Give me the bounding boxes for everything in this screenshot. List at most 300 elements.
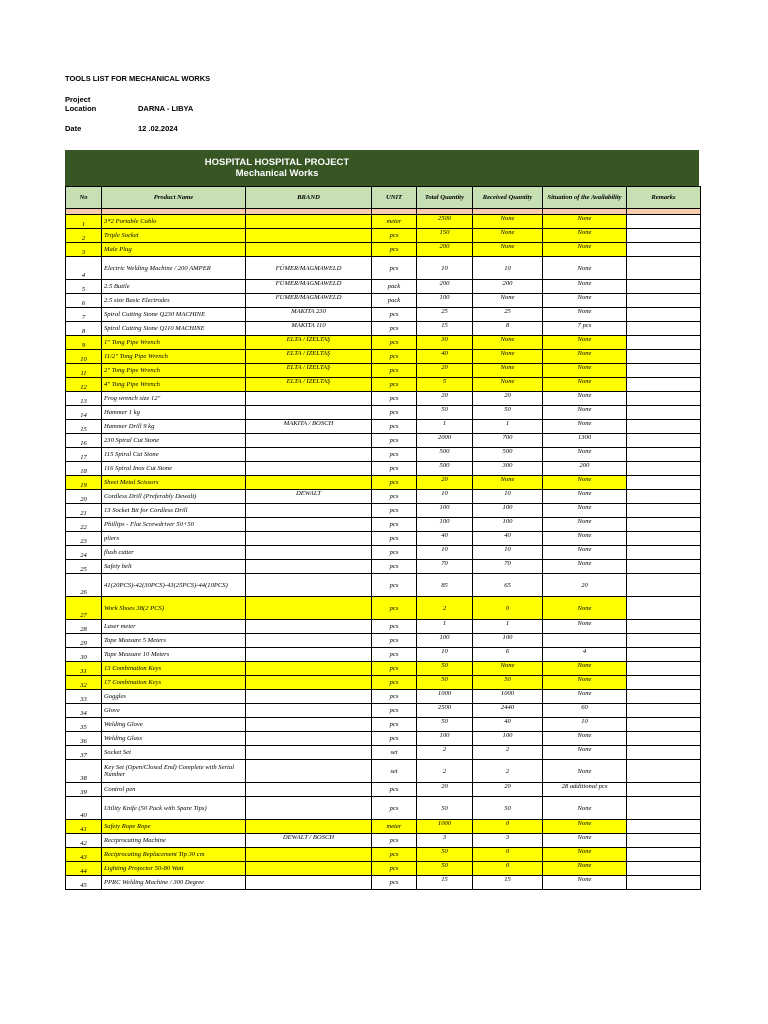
cell-product-name: 13 Socket Bit for Cordless Drill (102, 504, 246, 518)
cell-no: 39 (66, 783, 102, 797)
cell-no: 31 (66, 662, 102, 676)
cell-no: 38 (66, 760, 102, 783)
banner-title: HOSPITAL HOSPITAL PROJECT (204, 157, 350, 168)
table-row (66, 876, 701, 890)
cell-brand (246, 406, 372, 420)
cell-total-quantity: 10 (417, 546, 473, 560)
cell-situation: None (543, 420, 627, 434)
date-value: 12 .02.2024 (138, 124, 178, 133)
cell-brand (246, 532, 372, 546)
cell-no: 18 (66, 462, 102, 476)
cell-no: 13 (66, 392, 102, 406)
cell-product-name: Tape Measure 10 Meters (102, 648, 246, 662)
cell-situation: None (543, 760, 627, 783)
cell-received-quantity: 700 (473, 434, 543, 448)
cell-no: 45 (66, 876, 102, 890)
cell-brand (246, 648, 372, 662)
cell-total-quantity: 10 (417, 648, 473, 662)
table-row (66, 229, 701, 243)
cell-unit: pcs (372, 350, 417, 364)
cell-brand (246, 597, 372, 620)
cell-no: 16 (66, 434, 102, 448)
cell-brand (246, 215, 372, 229)
cell-unit: pcs (372, 336, 417, 350)
cell-situation: None (543, 448, 627, 462)
cell-brand (246, 676, 372, 690)
cell-received-quantity: 100 (473, 634, 543, 648)
cell-product-name: Safety Rope Rope (102, 820, 246, 834)
cell-unit: pcs (372, 448, 417, 462)
cell-unit: pcs (372, 392, 417, 406)
cell-situation: None (543, 294, 627, 308)
cell-no: 26 (66, 574, 102, 597)
cell-unit: pcs (372, 476, 417, 490)
cell-no: 12 (66, 378, 102, 392)
cell-remarks (627, 490, 701, 504)
cell-unit: pcs (372, 378, 417, 392)
table-row (66, 280, 701, 294)
table-row (66, 243, 701, 257)
cell-no: 40 (66, 797, 102, 820)
cell-unit: pcs (372, 504, 417, 518)
table-row (66, 257, 701, 280)
cell-remarks (627, 434, 701, 448)
cell-unit: pcs (372, 257, 417, 280)
cell-remarks (627, 392, 701, 406)
cell-received-quantity: 1000 (473, 690, 543, 704)
project-banner (65, 150, 699, 186)
cell-brand (246, 732, 372, 746)
cell-unit: set (372, 760, 417, 783)
cell-unit: pcs (372, 634, 417, 648)
cell-received-quantity: 50 (473, 676, 543, 690)
cell-remarks (627, 820, 701, 834)
location-label: Location (65, 104, 97, 113)
cell-total-quantity: 1000 (417, 820, 473, 834)
cell-total-quantity: 1 (417, 620, 473, 634)
cell-unit: pcs (372, 704, 417, 718)
cell-unit: pcs (372, 434, 417, 448)
cell-situation: None (543, 280, 627, 294)
cell-product-name: Spiral Cutting Stone Q110 MACHINE (102, 322, 246, 336)
cell-received-quantity: 50 (473, 406, 543, 420)
cell-brand (246, 718, 372, 732)
cell-total-quantity: 500 (417, 448, 473, 462)
cell-situation: None (543, 560, 627, 574)
cell-remarks (627, 634, 701, 648)
cell-unit: pcs (372, 490, 417, 504)
table-row (66, 364, 701, 378)
table-row (66, 862, 701, 876)
cell-brand (246, 392, 372, 406)
cell-remarks (627, 476, 701, 490)
cell-brand (246, 862, 372, 876)
cell-unit: pcs (372, 546, 417, 560)
cell-total-quantity: 15 (417, 322, 473, 336)
table-row (66, 676, 701, 690)
table-row (66, 448, 701, 462)
cell-brand (246, 876, 372, 890)
cell-remarks (627, 518, 701, 532)
cell-unit: pcs (372, 420, 417, 434)
cell-remarks (627, 560, 701, 574)
cell-remarks (627, 648, 701, 662)
cell-total-quantity: 100 (417, 634, 473, 648)
cell-unit: pcs (372, 662, 417, 676)
cell-remarks (627, 504, 701, 518)
cell-total-quantity: 85 (417, 574, 473, 597)
cell-brand (246, 797, 372, 820)
cell-remarks (627, 280, 701, 294)
cell-situation: None (543, 504, 627, 518)
cell-no: 2 (66, 229, 102, 243)
cell-no: 35 (66, 718, 102, 732)
cell-brand (246, 229, 372, 243)
cell-unit: pcs (372, 783, 417, 797)
cell-product-name: Welding Glove (102, 718, 246, 732)
cell-received-quantity: None (473, 350, 543, 364)
cell-remarks (627, 662, 701, 676)
cell-no: 37 (66, 746, 102, 760)
cell-remarks (627, 848, 701, 862)
cell-no: 32 (66, 676, 102, 690)
cell-brand: ELTA / İZELTAŞ (246, 364, 372, 378)
table-row (66, 597, 701, 620)
cell-product-name: 1" Tong Pipe Wrench (102, 336, 246, 350)
cell-product-name: Spiral Cutting Stone Q230 MACHINE (102, 308, 246, 322)
cell-total-quantity: 20 (417, 476, 473, 490)
cell-brand: FÜMER/MAGMAWELD (246, 294, 372, 308)
cell-unit: pack (372, 280, 417, 294)
cell-situation: None (543, 732, 627, 746)
cell-received-quantity: 10 (473, 546, 543, 560)
cell-product-name: Sheet Metal Scissors (102, 476, 246, 490)
cell-remarks (627, 448, 701, 462)
cell-received-quantity: None (473, 378, 543, 392)
cell-total-quantity: 50 (417, 676, 473, 690)
cell-situation: None (543, 243, 627, 257)
cell-brand (246, 243, 372, 257)
cell-received-quantity: 3 (473, 834, 543, 848)
cell-total-quantity: 2 (417, 746, 473, 760)
cell-situation: None (543, 532, 627, 546)
cell-situation: None (543, 597, 627, 620)
cell-unit: set (372, 746, 417, 760)
cell-remarks (627, 783, 701, 797)
cell-product-name: 41(20PCS)-42(30PCS)-43(25PCS)-44(10PCS) (102, 574, 246, 597)
cell-total-quantity: 70 (417, 560, 473, 574)
cell-no: 4 (66, 257, 102, 280)
cell-brand (246, 476, 372, 490)
cell-no: 3 (66, 243, 102, 257)
cell-situation: None (543, 476, 627, 490)
header-remarks: Remarks (627, 187, 701, 209)
cell-unit: pcs (372, 243, 417, 257)
header-row (66, 187, 701, 209)
cell-remarks (627, 620, 701, 634)
cell-total-quantity: 50 (417, 406, 473, 420)
cell-received-quantity: 200 (473, 280, 543, 294)
cell-received-quantity: 20 (473, 392, 543, 406)
table-row (66, 718, 701, 732)
cell-total-quantity: 15 (417, 876, 473, 890)
cell-no: 20 (66, 490, 102, 504)
cell-received-quantity: 100 (473, 732, 543, 746)
cell-received-quantity: 2 (473, 746, 543, 760)
table-row (66, 648, 701, 662)
table-row (66, 532, 701, 546)
cell-total-quantity: 2 (417, 597, 473, 620)
cell-situation: None (543, 834, 627, 848)
cell-received-quantity: None (473, 662, 543, 676)
cell-brand (246, 574, 372, 597)
cell-unit: pcs (372, 876, 417, 890)
cell-total-quantity: 40 (417, 350, 473, 364)
cell-situation: 7 pcs (543, 322, 627, 336)
cell-situation: None (543, 392, 627, 406)
table-row (66, 797, 701, 820)
cell-product-name: Lighting Projector 50-80 Watt (102, 862, 246, 876)
cell-remarks (627, 732, 701, 746)
cell-unit: pcs (372, 848, 417, 862)
cell-no: 21 (66, 504, 102, 518)
cell-brand: FÜMER/MAGMAWELD (246, 257, 372, 280)
cell-product-name: 11/2" Tong Pipe Wrench (102, 350, 246, 364)
cell-no: 6 (66, 294, 102, 308)
cell-product-name: Phillips - Flat Screwdriver 50+50 (102, 518, 246, 532)
table-row (66, 350, 701, 364)
cell-remarks (627, 746, 701, 760)
cell-total-quantity: 2500 (417, 215, 473, 229)
cell-situation: None (543, 308, 627, 322)
table-row (66, 834, 701, 848)
cell-no: 30 (66, 648, 102, 662)
cell-received-quantity: 20 (473, 783, 543, 797)
table-row (66, 574, 701, 597)
header-unit: UNIT (372, 187, 417, 209)
cell-situation: None (543, 364, 627, 378)
cell-brand: DEWALT / BOSCH (246, 834, 372, 848)
cell-received-quantity: 65 (473, 574, 543, 597)
cell-product-name: Electric Welding Machine / 200 AMPER (102, 257, 246, 280)
table-row (66, 392, 701, 406)
cell-product-name: Socket Set (102, 746, 246, 760)
cell-product-name: flush cutter (102, 546, 246, 560)
header-received-quantity: Received Quantity (473, 187, 543, 209)
cell-no: 29 (66, 634, 102, 648)
table-row (66, 294, 701, 308)
cell-no: 24 (66, 546, 102, 560)
cell-brand (246, 504, 372, 518)
cell-situation: 1300 (543, 434, 627, 448)
cell-received-quantity: 6 (473, 648, 543, 662)
banner-subtitle: Mechanical Works (235, 168, 319, 179)
cell-received-quantity: None (473, 476, 543, 490)
cell-no: 17 (66, 448, 102, 462)
cell-total-quantity: 50 (417, 862, 473, 876)
cell-no: 14 (66, 406, 102, 420)
cell-situation: None (543, 518, 627, 532)
cell-no: 1 (66, 215, 102, 229)
cell-received-quantity: None (473, 215, 543, 229)
cell-brand (246, 462, 372, 476)
cell-no: 9 (66, 336, 102, 350)
cell-situation: None (543, 215, 627, 229)
cell-product-name: 2" Tong Pipe Wrench (102, 364, 246, 378)
cell-remarks (627, 336, 701, 350)
cell-no: 5 (66, 280, 102, 294)
cell-total-quantity: 150 (417, 229, 473, 243)
cell-remarks (627, 308, 701, 322)
cell-remarks (627, 532, 701, 546)
cell-no: 36 (66, 732, 102, 746)
cell-brand: ELTA / İZELTAŞ (246, 350, 372, 364)
table-row (66, 848, 701, 862)
table-row (66, 560, 701, 574)
table-row (66, 322, 701, 336)
cell-situation: None (543, 620, 627, 634)
cell-situation: None (543, 336, 627, 350)
cell-product-name: Tape Measure 5 Meters (102, 634, 246, 648)
cell-brand: MAKITA / BOSCH (246, 420, 372, 434)
cell-received-quantity: 8 (473, 322, 543, 336)
cell-no: 11 (66, 364, 102, 378)
cell-remarks (627, 704, 701, 718)
cell-received-quantity: 2440 (473, 704, 543, 718)
cell-total-quantity: 25 (417, 308, 473, 322)
cell-total-quantity: 1000 (417, 690, 473, 704)
cell-total-quantity: 50 (417, 718, 473, 732)
cell-product-name: Laser meter (102, 620, 246, 634)
table-row (66, 546, 701, 560)
table-row (66, 732, 701, 746)
table-row (66, 434, 701, 448)
cell-total-quantity: 2 (417, 760, 473, 783)
cell-received-quantity: 500 (473, 448, 543, 462)
cell-remarks (627, 420, 701, 434)
cell-situation: None (543, 862, 627, 876)
cell-product-name: Welding Glass (102, 732, 246, 746)
document-title: TOOLS LIST FOR MECHANICAL WORKS (65, 74, 211, 83)
table-row (66, 620, 701, 634)
cell-product-name: Reciprocating Machine (102, 834, 246, 848)
cell-brand: ELTA / İZELTAŞ (246, 378, 372, 392)
cell-received-quantity: 0 (473, 597, 543, 620)
cell-product-name: 17 Combination Keys (102, 676, 246, 690)
cell-total-quantity: 50 (417, 797, 473, 820)
header-no: No (66, 187, 102, 209)
cell-received-quantity: None (473, 364, 543, 378)
cell-total-quantity: 30 (417, 336, 473, 350)
cell-no: 42 (66, 834, 102, 848)
table-row (66, 420, 701, 434)
cell-situation: 20 (543, 574, 627, 597)
cell-total-quantity: 200 (417, 280, 473, 294)
cell-remarks (627, 294, 701, 308)
table-row (66, 378, 701, 392)
table-row (66, 462, 701, 476)
cell-remarks (627, 797, 701, 820)
cell-received-quantity: 1 (473, 420, 543, 434)
cell-product-name: 230 Spiral Cut Stone (102, 434, 246, 448)
cell-no: 34 (66, 704, 102, 718)
cell-unit: pcs (372, 560, 417, 574)
cell-situation: None (543, 848, 627, 862)
cell-remarks (627, 760, 701, 783)
header-product-name: Product Name (102, 187, 246, 209)
cell-unit: pcs (372, 862, 417, 876)
cell-total-quantity: 50 (417, 848, 473, 862)
cell-brand (246, 760, 372, 783)
cell-brand (246, 848, 372, 862)
cell-brand (246, 690, 372, 704)
cell-total-quantity: 20 (417, 783, 473, 797)
cell-remarks (627, 243, 701, 257)
cell-total-quantity: 10 (417, 490, 473, 504)
cell-product-name: Reciprocating Replacement Tip 30 cm (102, 848, 246, 862)
cell-product-name: Frog wrench size 12" (102, 392, 246, 406)
cell-no: 10 (66, 350, 102, 364)
cell-situation: None (543, 490, 627, 504)
cell-brand: ELTA / İZELTAŞ (246, 336, 372, 350)
cell-received-quantity: 25 (473, 308, 543, 322)
cell-total-quantity: 1 (417, 420, 473, 434)
cell-total-quantity: 100 (417, 518, 473, 532)
cell-total-quantity: 100 (417, 732, 473, 746)
cell-situation: None (543, 746, 627, 760)
cell-received-quantity: 50 (473, 797, 543, 820)
cell-brand (246, 518, 372, 532)
cell-product-name: Male Plug (102, 243, 246, 257)
date-label: Date (65, 124, 82, 133)
cell-no: 7 (66, 308, 102, 322)
cell-situation: None (543, 820, 627, 834)
cell-total-quantity: 10 (417, 257, 473, 280)
cell-brand (246, 546, 372, 560)
cell-brand (246, 783, 372, 797)
cell-no: 44 (66, 862, 102, 876)
cell-product-name: 116 Spiral Inox Cut Stone (102, 462, 246, 476)
cell-no: 28 (66, 620, 102, 634)
cell-product-name: PPRC Welding Machine / 300 Degree (102, 876, 246, 890)
cell-situation: None (543, 378, 627, 392)
cell-received-quantity: 0 (473, 862, 543, 876)
cell-remarks (627, 350, 701, 364)
cell-brand (246, 662, 372, 676)
cell-no: 27 (66, 597, 102, 620)
cell-remarks (627, 546, 701, 560)
cell-unit: pack (372, 294, 417, 308)
cell-product-name: Triple Socket (102, 229, 246, 243)
cell-brand (246, 620, 372, 634)
cell-received-quantity: None (473, 229, 543, 243)
cell-total-quantity: 500 (417, 462, 473, 476)
cell-total-quantity: 100 (417, 294, 473, 308)
cell-product-name: Hammer 1 kg (102, 406, 246, 420)
cell-product-name: 2.5 Butile (102, 280, 246, 294)
cell-unit: pcs (372, 718, 417, 732)
cell-remarks (627, 406, 701, 420)
cell-unit: pcs (372, 834, 417, 848)
cell-total-quantity: 20 (417, 364, 473, 378)
cell-situation: None (543, 257, 627, 280)
cell-brand (246, 448, 372, 462)
cell-received-quantity: None (473, 336, 543, 350)
cell-remarks (627, 257, 701, 280)
cell-total-quantity: 2000 (417, 434, 473, 448)
cell-product-name: Safety belt (102, 560, 246, 574)
cell-remarks (627, 215, 701, 229)
